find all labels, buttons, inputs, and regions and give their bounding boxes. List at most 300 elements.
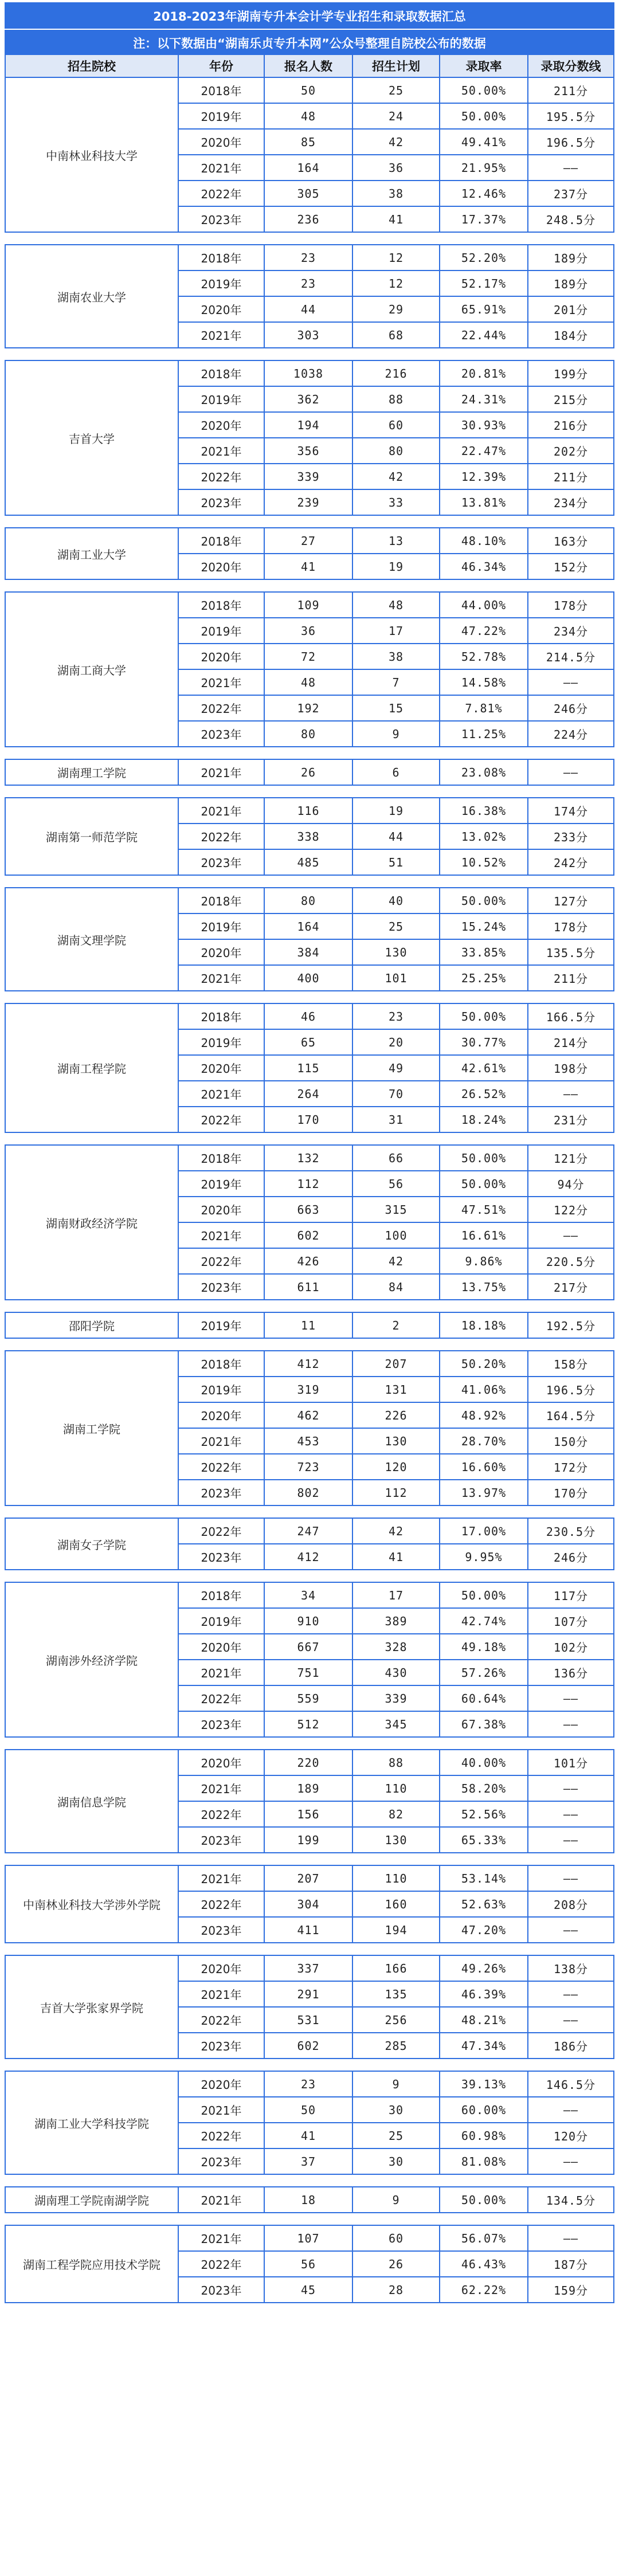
table-row (179, 1583, 613, 1607)
row-applicants: 400 (265, 966, 353, 990)
row-year: 2018年 (179, 361, 265, 386)
row-cutoff-score: 158分 (553, 1358, 589, 1371)
school-name: 湖南文理学院 (6, 888, 179, 990)
row-year: 2023年 (179, 2277, 265, 2302)
table-row (179, 1956, 613, 1981)
row-year: 2022年 (179, 2008, 265, 2032)
row-year: 2020年 (179, 1197, 265, 1222)
row-applicants: 192 (265, 696, 353, 720)
school-group (5, 2225, 614, 2303)
row-year: 2022年 (179, 696, 265, 720)
row-year: 2023年 (179, 1918, 265, 1942)
row-quota: 100 (353, 1223, 440, 1248)
row-cutoff-score: 94分 (557, 1178, 585, 1191)
school-group (5, 1865, 614, 1943)
row-applicants: 156 (265, 1802, 353, 1826)
row-year: 2019年 (179, 1171, 265, 1196)
school-name: 吉首大学张家界学院 (6, 1956, 179, 2058)
row-applicants: 1038 (265, 361, 353, 386)
table-row (179, 1196, 613, 1222)
row-cutoff-score: 146.5分 (546, 2078, 596, 2092)
row-quota: 19 (353, 798, 440, 823)
table-row (179, 1801, 613, 1826)
row-admission-rate: 60.00% (440, 2097, 528, 2122)
table-row (179, 1866, 613, 1891)
row-applicants: 802 (265, 1480, 353, 1505)
row-year: 2021年 (179, 1866, 265, 1891)
table-row (179, 2187, 613, 2212)
row-admission-rate: 13.81% (440, 490, 528, 515)
row-quota: 23 (353, 1004, 440, 1029)
row-admission-rate: 60.98% (440, 2123, 528, 2148)
header-quota: 招生计划 (353, 55, 440, 77)
row-applicants: 23 (265, 245, 353, 270)
row-admission-rate: 44.00% (440, 593, 528, 617)
row-quota: 135 (353, 1982, 440, 2006)
row-cutoff-score: 202分 (553, 445, 589, 458)
row-admission-rate: 52.17% (440, 271, 528, 296)
row-cutoff-score: 248.5分 (546, 213, 596, 227)
row-applicants: 319 (265, 1377, 353, 1402)
row-quota: 38 (353, 644, 440, 669)
row-applicants: 602 (265, 1223, 353, 1248)
row-applicants: 663 (265, 1197, 353, 1222)
school-group (5, 1350, 614, 1506)
school-name: 湖南信息学院 (6, 1750, 179, 1852)
row-applicants: 339 (265, 464, 353, 489)
row-quota: 41 (353, 1544, 440, 1569)
table-row (179, 643, 613, 669)
row-admission-rate: 41.06% (440, 1377, 528, 1402)
row-year: 2023年 (179, 1480, 265, 1505)
row-applicants: 356 (265, 438, 353, 463)
row-applicants: 723 (265, 1454, 353, 1479)
row-applicants: 189 (265, 1776, 353, 1801)
school-rows (179, 2072, 613, 2174)
row-cutoff-score: 234分 (553, 625, 589, 638)
row-cutoff-score: —— (563, 675, 579, 689)
table-row (179, 1170, 613, 1196)
row-year: 2020年 (179, 413, 265, 437)
row-cutoff-score: 230.5分 (546, 1525, 596, 1539)
row-cutoff-score: 122分 (553, 1203, 589, 1217)
row-year: 2018年 (179, 1351, 265, 1376)
row-year: 2019年 (179, 618, 265, 643)
row-admission-rate: 40.00% (440, 1750, 528, 1775)
header-cutoff-score: 录取分数线 (540, 60, 601, 73)
table-row (179, 2096, 613, 2122)
table-row (179, 386, 613, 411)
row-applicants: 44 (265, 297, 353, 321)
row-cutoff-score: —— (563, 1987, 579, 2001)
row-quota: 12 (353, 271, 440, 296)
row-quota: 24 (353, 104, 440, 128)
table-row (179, 245, 613, 270)
row-quota: 130 (353, 940, 440, 964)
row-admission-rate: 50.00% (440, 2187, 528, 2212)
row-cutoff-score: 166.5分 (546, 1010, 596, 1024)
row-cutoff-score: 150分 (553, 1435, 589, 1449)
row-applicants: 45 (265, 2277, 353, 2302)
row-year: 2022年 (179, 1686, 265, 1711)
row-applicants: 26 (265, 760, 353, 785)
row-applicants: 23 (265, 2072, 353, 2096)
row-admission-rate: 24.31% (440, 387, 528, 411)
row-admission-rate: 16.38% (440, 798, 528, 823)
table-row (179, 1519, 613, 1543)
row-quota: 42 (353, 1249, 440, 1273)
row-applicants: 164 (265, 155, 353, 180)
school-rows (179, 1146, 613, 1299)
row-admission-rate: 11.25% (440, 722, 528, 746)
header-applicants: 报名人数 (265, 55, 353, 77)
row-quota: 25 (353, 78, 440, 103)
row-year: 2021年 (179, 1776, 265, 1801)
row-cutoff-score: 195.5分 (546, 110, 596, 124)
row-quota: 42 (353, 130, 440, 154)
row-year: 2018年 (179, 888, 265, 913)
table-row (179, 1916, 613, 1942)
table-row (179, 1428, 613, 1453)
row-cutoff-score: 134.5分 (546, 2194, 596, 2208)
school-name: 湖南理工学院 (6, 760, 179, 785)
school-rows (179, 888, 613, 990)
row-applicants: 239 (265, 490, 353, 515)
row-applicants: 48 (265, 670, 353, 695)
row-quota: 29 (353, 297, 440, 321)
row-applicants: 207 (265, 1866, 353, 1891)
row-year: 2021年 (179, 155, 265, 180)
row-year: 2020年 (179, 130, 265, 154)
row-quota: 12 (353, 245, 440, 270)
row-admission-rate: 21.95% (440, 155, 528, 180)
row-cutoff-score: 172分 (553, 1461, 589, 1475)
row-applicants: 194 (265, 413, 353, 437)
row-admission-rate: 13.97% (440, 1480, 528, 1505)
row-cutoff-score: 163分 (553, 535, 589, 548)
school-rows (179, 78, 613, 232)
row-cutoff-score: 224分 (553, 728, 589, 742)
school-group (5, 1582, 614, 1738)
row-applicants: 485 (265, 850, 353, 875)
row-admission-rate: 33.85% (440, 940, 528, 964)
row-admission-rate: 52.78% (440, 644, 528, 669)
row-admission-rate: 53.14% (440, 1866, 528, 1891)
row-admission-rate: 17.37% (440, 207, 528, 232)
row-admission-rate: 15.24% (440, 914, 528, 939)
row-admission-rate: 13.75% (440, 1275, 528, 1299)
row-cutoff-score: 187分 (553, 2258, 589, 2272)
school-name: 湖南理工学院南湖学院 (6, 2187, 179, 2212)
row-cutoff-score: —— (563, 160, 579, 175)
table-row (179, 103, 613, 128)
table-row (179, 437, 613, 463)
row-quota: 40 (353, 888, 440, 913)
table-row (179, 1222, 613, 1248)
table-row (179, 823, 613, 849)
row-admission-rate: 46.34% (440, 554, 528, 579)
row-cutoff-score: —— (563, 1871, 579, 1885)
table-row (179, 270, 613, 296)
row-admission-rate: 50.00% (440, 78, 528, 103)
row-year: 2023年 (179, 207, 265, 232)
row-quota: 110 (353, 1866, 440, 1891)
row-year: 2018年 (179, 593, 265, 617)
table-row (179, 913, 613, 939)
row-admission-rate: 39.13% (440, 2072, 528, 2096)
row-year: 2022年 (179, 1519, 265, 1543)
row-quota: 6 (353, 760, 440, 785)
row-cutoff-score: 237分 (553, 187, 589, 201)
row-year: 2020年 (179, 2072, 265, 2096)
row-year: 2023年 (179, 1544, 265, 1569)
school-rows (179, 1351, 613, 1505)
row-admission-rate: 48.10% (440, 528, 528, 553)
row-applicants: 80 (265, 722, 353, 746)
row-admission-rate: 49.26% (440, 1956, 528, 1981)
row-cutoff-score: 138分 (553, 1962, 589, 1976)
row-cutoff-score: —— (563, 1087, 579, 1101)
row-admission-rate: 48.21% (440, 2008, 528, 2032)
row-admission-rate: 25.25% (440, 966, 528, 990)
school-name: 湖南女子学院 (6, 1519, 179, 1569)
row-admission-rate: 14.58% (440, 670, 528, 695)
row-admission-rate: 50.00% (440, 1004, 528, 1029)
row-year: 2023年 (179, 2149, 265, 2174)
school-rows (179, 760, 613, 785)
table-row (179, 553, 613, 579)
school-group (5, 1003, 614, 1133)
table-row (179, 180, 613, 206)
row-cutoff-score: 196.5分 (546, 136, 596, 150)
row-year: 2019年 (179, 387, 265, 411)
row-admission-rate: 47.51% (440, 1197, 528, 1222)
row-applicants: 115 (265, 1056, 353, 1080)
row-year: 2022年 (179, 1802, 265, 1826)
row-cutoff-score: 127分 (553, 895, 589, 908)
row-year: 2020年 (179, 554, 265, 579)
row-quota: 51 (353, 850, 440, 875)
table-row (179, 1891, 613, 1916)
table-row (179, 1685, 613, 1711)
row-year: 2021年 (179, 2226, 265, 2250)
row-quota: 226 (353, 1403, 440, 1428)
row-admission-rate: 9.86% (440, 1249, 528, 1273)
row-quota: 7 (353, 670, 440, 695)
row-applicants: 41 (265, 554, 353, 579)
table-row (179, 128, 613, 154)
table-row (179, 206, 613, 232)
row-quota: 256 (353, 2008, 440, 2032)
row-cutoff-score: 211分 (553, 84, 589, 98)
table-row (179, 1633, 613, 1659)
table-row (179, 1659, 613, 1685)
school-name: 湖南第一师范学院 (6, 798, 179, 875)
school-rows (179, 2226, 613, 2302)
row-quota: 9 (353, 2187, 440, 2212)
row-quota: 17 (353, 1583, 440, 1607)
row-year: 2021年 (179, 760, 265, 785)
row-admission-rate: 52.20% (440, 245, 528, 270)
row-year: 2020年 (179, 1056, 265, 1080)
row-quota: 345 (353, 1712, 440, 1736)
row-applicants: 199 (265, 1828, 353, 1852)
row-cutoff-score: —— (563, 2103, 579, 2117)
row-year: 2023年 (179, 722, 265, 746)
row-applicants: 36 (265, 618, 353, 643)
row-quota: 13 (353, 528, 440, 553)
table-row (179, 1981, 613, 2006)
table-row (179, 2032, 613, 2058)
row-year: 2021年 (179, 1081, 265, 1106)
row-cutoff-score: 102分 (553, 1641, 589, 1654)
table-row (179, 321, 613, 347)
school-name: 湖南农业大学 (6, 245, 179, 347)
row-quota: 38 (353, 181, 440, 206)
row-applicants: 220 (265, 1750, 353, 1775)
row-admission-rate: 12.39% (440, 464, 528, 489)
row-year: 2019年 (179, 1377, 265, 1402)
row-year: 2022年 (179, 2123, 265, 2148)
row-cutoff-score: —— (563, 2231, 579, 2245)
table-title: 2018-2023年湖南专升本会计学专业招生和录取数据汇总 (5, 2, 614, 29)
row-year: 2021年 (179, 323, 265, 347)
row-quota: 216 (353, 361, 440, 386)
row-quota: 430 (353, 1660, 440, 1685)
table-row (179, 463, 613, 489)
row-quota: 25 (353, 2123, 440, 2148)
row-cutoff-score: 231分 (553, 1113, 589, 1127)
school-rows (179, 1583, 613, 1736)
row-quota: 15 (353, 696, 440, 720)
row-quota: 25 (353, 914, 440, 939)
row-cutoff-score: 201分 (553, 303, 589, 317)
row-admission-rate: 30.77% (440, 1030, 528, 1054)
row-admission-rate: 42.74% (440, 1609, 528, 1633)
row-admission-rate: 17.00% (440, 1519, 528, 1543)
table-row (179, 1826, 613, 1852)
row-quota: 68 (353, 323, 440, 347)
row-admission-rate: 22.47% (440, 438, 528, 463)
row-cutoff-score: 152分 (553, 560, 589, 574)
row-year: 2020年 (179, 940, 265, 964)
row-applicants: 512 (265, 1712, 353, 1736)
row-quota: 88 (353, 387, 440, 411)
row-year: 2020年 (179, 644, 265, 669)
row-quota: 31 (353, 1107, 440, 1132)
table-row (179, 1711, 613, 1736)
row-admission-rate: 49.41% (440, 130, 528, 154)
school-group (5, 1518, 614, 1570)
row-year: 2023年 (179, 490, 265, 515)
row-admission-rate: 10.52% (440, 850, 528, 875)
row-year: 2019年 (179, 104, 265, 128)
row-quota: 26 (353, 2252, 440, 2276)
table-row (179, 849, 613, 875)
row-year: 2021年 (179, 670, 265, 695)
school-groups (5, 78, 614, 2303)
row-cutoff-score: 178分 (553, 599, 589, 613)
row-cutoff-score: 196.5分 (546, 1383, 596, 1397)
row-quota: 315 (353, 1197, 440, 1222)
row-cutoff-score: —— (563, 1228, 579, 1242)
row-quota: 60 (353, 413, 440, 437)
row-quota: 166 (353, 1956, 440, 1981)
table-row (179, 669, 613, 695)
table-row (179, 720, 613, 746)
row-year: 2022年 (179, 464, 265, 489)
school-group (5, 591, 614, 747)
row-year: 2019年 (179, 1030, 265, 1054)
table-row (179, 1106, 613, 1132)
row-admission-rate: 42.61% (440, 1056, 528, 1080)
row-applicants: 23 (265, 271, 353, 296)
school-name: 湖南工商大学 (6, 593, 179, 746)
row-admission-rate: 65.91% (440, 297, 528, 321)
table-row (179, 964, 613, 990)
school-name: 湖南工程学院应用技术学院 (6, 2226, 179, 2302)
row-year: 2018年 (179, 528, 265, 553)
row-year: 2022年 (179, 824, 265, 849)
page (0, 2, 619, 2303)
row-admission-rate: 22.44% (440, 323, 528, 347)
row-admission-rate: 58.20% (440, 1776, 528, 1801)
school-group (5, 1955, 614, 2059)
row-year: 2022年 (179, 1107, 265, 1132)
row-quota: 30 (353, 2097, 440, 2122)
table-row (179, 939, 613, 964)
row-cutoff-score: —— (563, 1781, 579, 1795)
row-admission-rate: 50.00% (440, 1146, 528, 1170)
row-applicants: 910 (265, 1609, 353, 1633)
row-year: 2019年 (179, 914, 265, 939)
row-applicants: 667 (265, 1634, 353, 1659)
row-applicants: 559 (265, 1686, 353, 1711)
row-year: 2021年 (179, 438, 265, 463)
row-applicants: 305 (265, 181, 353, 206)
row-cutoff-score: 211分 (553, 470, 589, 484)
row-applicants: 247 (265, 1519, 353, 1543)
row-cutoff-score: 198分 (553, 1062, 589, 1076)
row-quota: 84 (353, 1275, 440, 1299)
school-rows (179, 1313, 613, 1338)
data-source-note: 注：以下数据由“湖南乐贞专升本网”公众号整理自院校公布的数据 (5, 30, 614, 55)
row-admission-rate: 52.56% (440, 1802, 528, 1826)
row-admission-rate: 50.00% (440, 1583, 528, 1607)
row-applicants: 264 (265, 1081, 353, 1106)
school-rows (179, 1956, 613, 2058)
row-applicants: 18 (265, 2187, 353, 2212)
row-quota: 19 (353, 554, 440, 579)
table-row (179, 2006, 613, 2032)
row-cutoff-score: 189分 (553, 252, 589, 265)
row-year: 2021年 (179, 1982, 265, 2006)
row-quota: 160 (353, 1892, 440, 1916)
row-applicants: 27 (265, 528, 353, 553)
row-applicants: 384 (265, 940, 353, 964)
row-year: 2023年 (179, 2033, 265, 2058)
school-group (5, 1312, 614, 1339)
row-quota: 328 (353, 1634, 440, 1659)
row-cutoff-score: 178分 (553, 920, 589, 934)
school-group (5, 527, 614, 580)
row-year: 2022年 (179, 1454, 265, 1479)
row-cutoff-score: —— (563, 1923, 579, 1937)
table-row (179, 1775, 613, 1801)
school-rows (179, 798, 613, 875)
header-admission-rate: 录取率 (440, 55, 528, 77)
row-admission-rate: 52.63% (440, 1892, 528, 1916)
